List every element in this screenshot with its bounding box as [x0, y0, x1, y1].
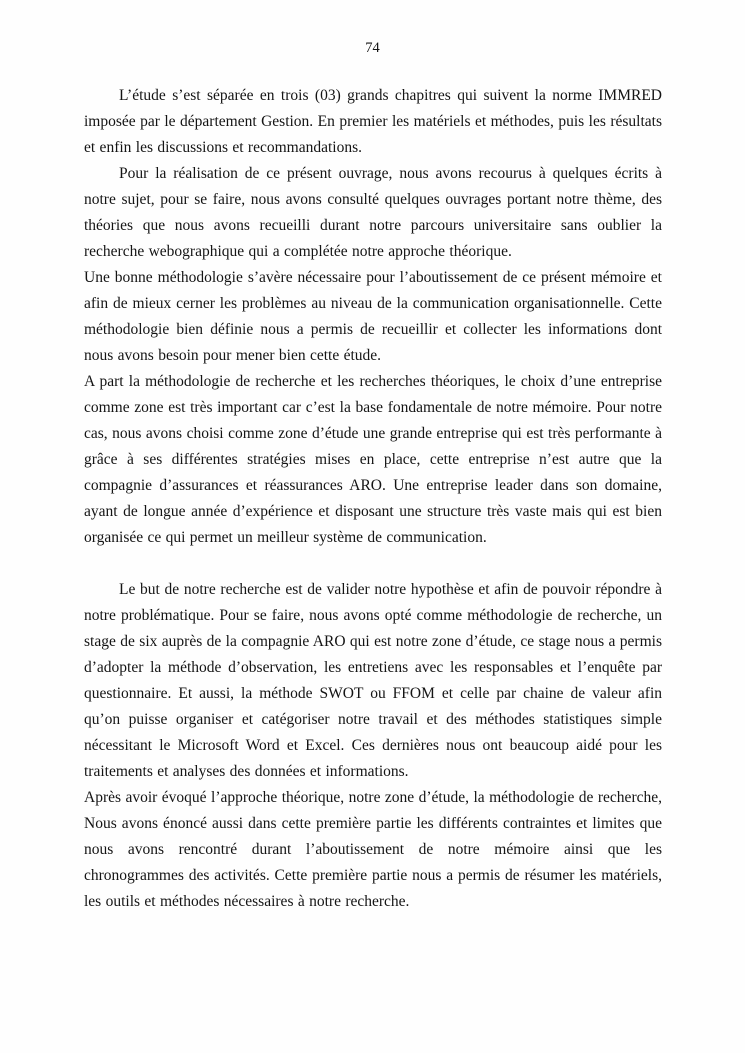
page-number: 74	[365, 40, 380, 56]
paragraph-but-recherche: Le but de notre recherche est de valider notre hypothèse et afin de pouvoir répondre à notre problématique. Pour se faire, nous avons opté comme méthodologie de recherche, un stage de six auprès de la compagnie ARO qui est notre zone d’étude, ce stage nous a permis d’adopter la méthode d’observation, les entretiens avec les responsables et l’enquête par questionnaire. Et aussi, la méthode SWOT ou FFOM et celle par chaine de valeur afin qu’on puisse organiser et catégoriser notre travail et des méthodes statistiques simple nécessitant le Microsoft Word et Excel. Ces dernières nous ont beaucoup aidé pour les traitements et analyses des données et informations.	[84, 581, 662, 780]
paragraph-realisation-sources: Pour la réalisation de ce présent ouvrage, nous avons recourus à quelques écrits à notre sujet, pour se faire, nous avons consulté quelques ouvrages portant notre thème, des théories que nous avons recueilli durant notre parcours universitaire sans oublier la recherche webographique qui a complétée notre approche théorique.	[84, 165, 662, 260]
page-body	[84, 83, 662, 915]
paragraph-study-structure: L’étude s’est séparée en trois (03) grands chapitres qui suivent la norme IMMRED imposée par le département Gestion. En premier les matériels et méthodes, puis les résultats et enfin les discussions et recommandations.	[84, 87, 662, 156]
paragraph-recapitulatif: Après avoir évoqué l’approche théorique, notre zone d’étude, la méthodologie de recherche, Nous avons énoncé aussi dans cette première partie les différents contraintes et limites que nous avons rencontré durant l’aboutissement de notre mémoire ainsi que les chronogrammes des activités. Cette première partie nous a permis de résumer les matériels, les outils et méthodes nécessaires à notre recherche.	[84, 789, 662, 910]
paragraph-methodologie: Une bonne méthodologie s’avère nécessaire pour l’aboutissement de ce présent mémoire et afin de mieux cerner les problèmes au niveau de la communication organisationnelle. Cette méthodologie bien définie nous a permis de recueillir et collecter les informations dont nous avons besoin pour mener bien cette étude.	[84, 269, 662, 364]
paragraph-choix-entreprise: A part la méthodologie de recherche et les recherches théoriques, le choix d’une entreprise comme zone est très important car c’est la base fondamentale de notre mémoire. Pour notre cas, nous avons choisi comme zone d’étude une grande entreprise qui est très performante à grâce à ses différentes stratégies mises en place, cette entreprise n’est autre que la compagnie d’assurances et réassurances ARO. Une entreprise leader dans son domaine, ayant de longue année d’expérience et disposant une structure très vaste mais qui est bien organisée ce qui permet un meilleur système de communication.	[84, 373, 662, 546]
